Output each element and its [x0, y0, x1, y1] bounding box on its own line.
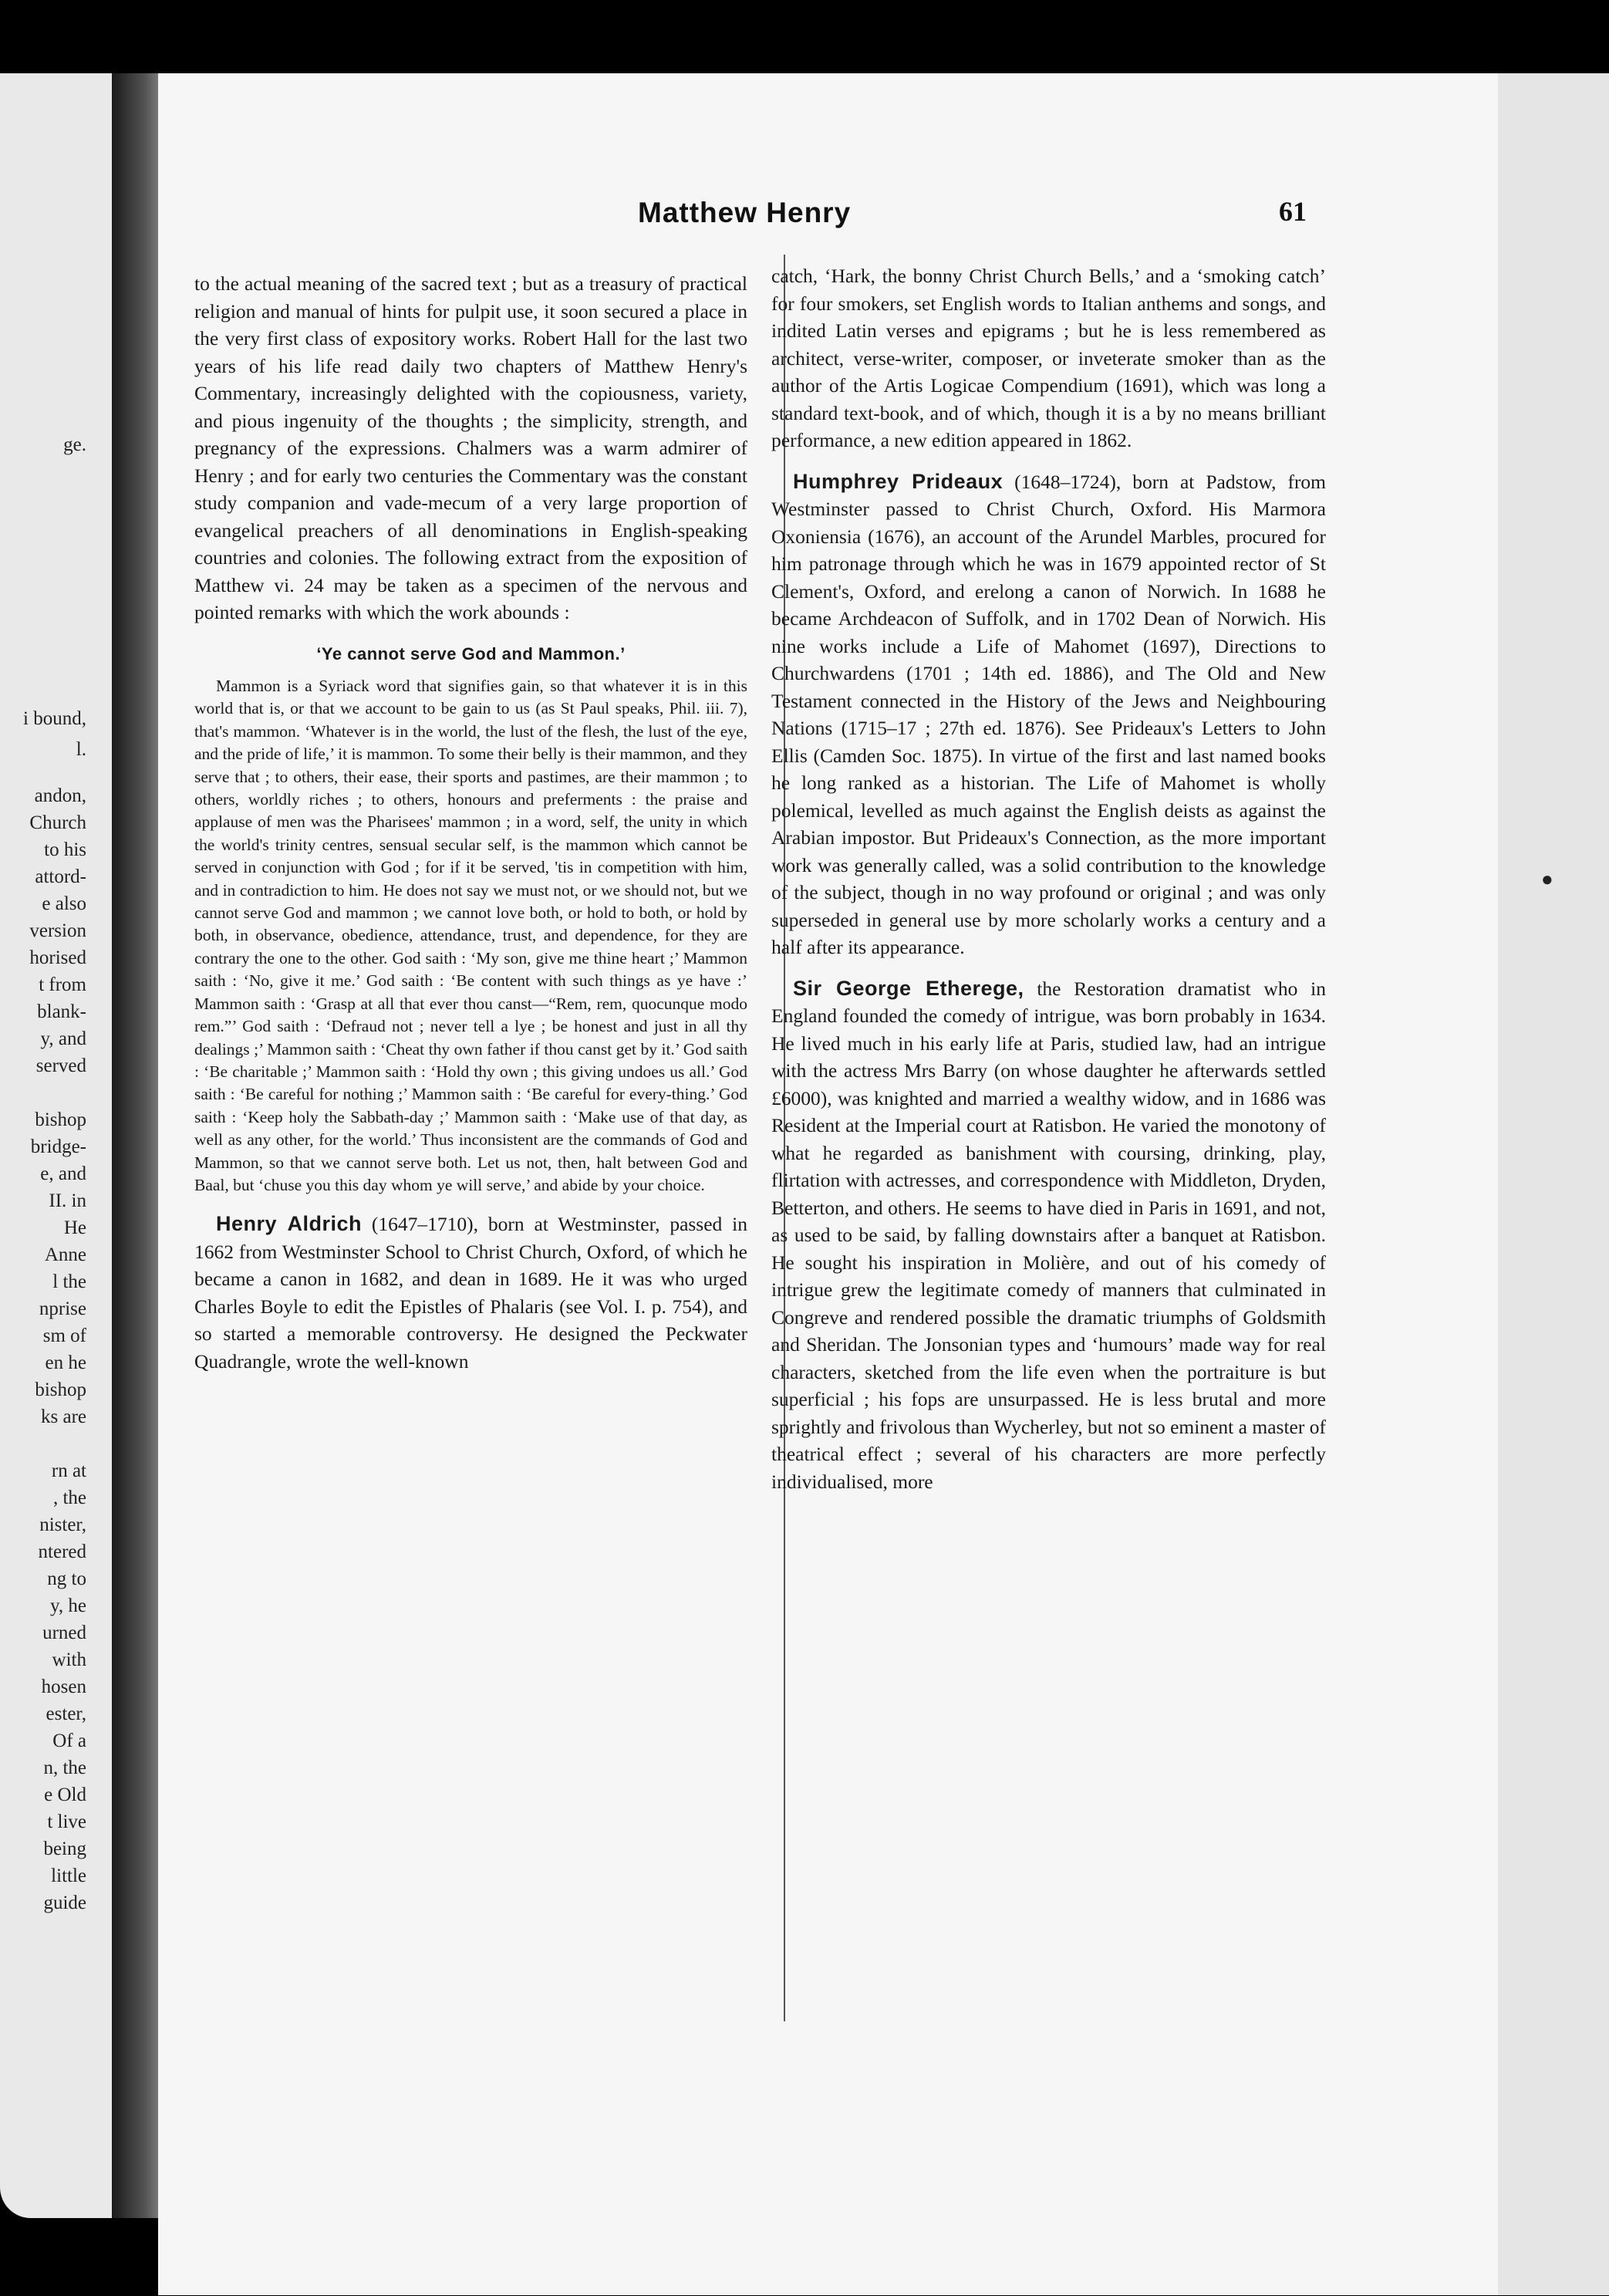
- aldrich-entry: [194, 1210, 747, 1375]
- facing-page-fragment-line: , the: [52, 1487, 86, 1508]
- facing-page-fragment-line: i bound,: [23, 708, 86, 729]
- aldrich-continuation: catch, ‘Hark, the bonny Christ Church Bells,’ and a ‘smoking catch’ for four smokers, set English words to Italian anthems and songs, and indited Latin verses and epigrams ; but he is less remembered as architect, verse-writer, composer, or inveterate smoker than as the author of the Artis Logicae Compendium (1691), which was long a standard text-book, and of which, though it is a by no means brilliant performance, a new edition appeared in 1862.: [771, 265, 1326, 451]
- running-head: Matthew Henry: [638, 197, 852, 228]
- facing-page-fragment-line: bishop: [35, 1109, 86, 1130]
- facing-page-fragment-line: II. in: [49, 1190, 86, 1211]
- page-edge: [1498, 73, 1609, 2295]
- edge-speck: ●: [1541, 868, 1553, 890]
- facing-page-fragment-line: nister,: [39, 1514, 86, 1535]
- facing-page-fragment-line: served: [35, 1055, 86, 1076]
- facing-page-fragment-line: little: [51, 1866, 86, 1886]
- facing-page-fragment: [0, 73, 116, 2218]
- etherege-heading: Sir George Etherege,: [793, 976, 1024, 1000]
- facing-page-fragment-line: attord-: [35, 866, 86, 887]
- aldrich-text: (1647–1710), born at Westminster, passed in 1662 from Westminster School to Christ Church, Oxford, of which he became a canon in 1682, and dean in 1689. He it was who urged Charles Boyle to edit the Epistles of Phalaris (see Vol. I. p. 754), and so started a memorable controversy. He designed the Peckwater Quadrangle, wrote the well-known: [194, 1213, 747, 1373]
- facing-page-fragment-line: Church: [29, 812, 86, 833]
- facing-page-fragment-line: t from: [39, 974, 86, 995]
- facing-page-fragment-line: y, and: [40, 1028, 86, 1049]
- facing-page-fragment-line: bridge-: [30, 1136, 86, 1157]
- facing-page-fragment-line: e, and: [40, 1163, 86, 1184]
- aldrich-heading: Henry Aldrich: [216, 1212, 363, 1236]
- facing-page-fragment-line: to his: [44, 839, 86, 860]
- prideaux-heading: Humphrey Prideaux: [793, 469, 1004, 493]
- facing-page-fragment-line: ks are: [41, 1406, 86, 1427]
- facing-page-fragment-line: hosen: [41, 1676, 86, 1697]
- facing-page-fragment-line: urned: [42, 1622, 86, 1643]
- etherege-text: the Restoration dramatist who in England founded the comedy of intrigue, was born probably in 1634. He lived much in his early life at Paris, studied law, had an intrigue with the actress Mrs Barry (on whose daughter he afterwards settled £6000), was knighted and married a wealthy widow, and in 1686 was Resident at the Imperial court at Ratisbon. He varied the monotony of what he regarded as banishment with coursing, drinking, play, flirtation with actresses, and correspondence with Middleton, Dryden, Betterton, and others. He seems to have died in Paris in 1691, and not, as used to be said, by falling downstairs after a banquet at Ratisbon. He sought his inspiration in Molière, and out of his comedy of intrigue grew the legitimate comedy of manners that culminated in Congreve and rendered possible the dramatic triumphs of Goldsmith and Sheridan. The Jonsonian types and ‘humours’ made way for real characters, sketched from the life even when the portraiture is but superficial ; his fops are unsurpassed. He is less brutal and more sprightly and frivolous than Wycherley, but not so eminent a master of theatrical effect ; several of his characters are more perfectly individualised, more: [771, 977, 1326, 1493]
- facing-page-fragment-line: e Old: [44, 1784, 86, 1805]
- facing-page-fragment-line: t live: [47, 1811, 86, 1832]
- facing-page-fragment-line: nprise: [39, 1298, 86, 1319]
- facing-page-fragment-line: y, he: [50, 1595, 86, 1616]
- facing-page-fragment-line: andon,: [34, 785, 86, 806]
- extract-title: ‘Ye cannot serve God and Mammon.’: [316, 643, 626, 663]
- facing-page-fragment-line: l the: [52, 1271, 86, 1292]
- facing-page-fragment-line: being: [43, 1838, 86, 1859]
- prideaux-text: (1648–1724), born at Padstow, from Westminster passed to Christ Church, Oxford. His Marmora Oxoniensia (1676), an account of the Arundel Marbles, procured for him patronage through which he was in 1679 appointed rector of St Clement's, Oxford, and erelong a canon of Norwich. In 1688 he became Archdeacon of Suffolk, and in 1702 Dean of Norwich. His nine works include a Life of Mahomet (1697), Directions to Churchwardens (1701 ; 14th ed. 1886), and The Old and New Testament connected in the History of the Jews and Neighbouring Nations (1715–17 ; 27th ed. 1876). See Prideaux's Letters to John Ellis (Camden Soc. 1875). In virtue of the first and last named books he long ranked as a historian. The Life of Mahomet is wholly polemical, levelled as much against the English deists as against the Arabian impostor. But Prideaux's Connection, as the more important work was generally called, was a solid contribution to the knowledge of the subject, though in no way profound or original ; and was only superseded in general use by more scholarly works a century and a half after its appearance.: [771, 470, 1327, 958]
- right-column: [771, 262, 1326, 1495]
- facing-page-fragment-line: ntered: [38, 1541, 86, 1562]
- facing-page-fragment-line: n, the: [43, 1757, 86, 1778]
- commentary-paragraph: to the actual meaning of the sacred text ; but as a treasury of practical religion and manual of hints for pulpit use, it soon secured a place in the very first class of expository works. Robert Hall for the last two years of his life read daily two chapters of Matthew Henry's Commentary, increasingly delighted with the copiousness, variety, and pious ingenuity of the thoughts ; the simplicity, strength, and pregnancy of the expressions. Chalmers was a warm admirer of Henry ; and for early two centuries the Commentary was the constant study companion and vade-mecum of a very large proportion of evangelical preachers of all denominations in English-speaking countries and colonies. The following extract from the exposition of Matthew vi. 24 may be taken as a specimen of the nervous and pointed remarks with which the work abounds :: [194, 272, 747, 623]
- facing-page-fragment-line: blank-: [37, 1001, 86, 1022]
- facing-page-fragment-line: with: [52, 1649, 86, 1670]
- page-number: 61: [1279, 196, 1307, 227]
- extract-text: Mammon is a Syriack word that signifies gain, so that whatever it is in this world that is, or that we account to be gain to us (as St Paul speaks, Phil. iii. 7), that's mammon. ‘Whatever is in the world, the lust of the flesh, the lust of the eye, and the pride of life,’ it is mammon. To some their belly is their mammon, and they serve that ; to others, their ease, their sports and pastimes, are their mammon ; to others, worldly riches ; to others, honours and preferments : the praise and applause of men was the Pharisees' mammon ; in a word, self, the unity in which the world's trinity centres, sensual secular self, is the mammon which cannot be served in conjunction with God ; for if it be served, 'tis in competition with him, and in contradiction to him. He does not say we must not, or we should not, but we cannot serve God and mammon ; we cannot love both, or hold to both, or hold by both, in observance, obedience, attendance, trust, and dependence, for they are contrary the one to the other. God saith : ‘My son, give me thine heart ;’ Mammon saith : ‘No, give it me.’ God saith : ‘Be content with such things as ye have :’ Mammon saith : ‘Grasp at all that ever thou canst—“Rem, rem, quocunque modo rem.”’ God saith : ‘Defraud not ; never tell a lye ; be honest and just in all thy dealings ;’ Mammon saith : ‘Cheat thy own father if thou canst get by it.’ God saith : ‘Be charitable ;’ Mammon saith : ‘Hold thy own ; this giving undoes us all.’ God saith : ‘Be careful for nothing ;’ Mammon saith : ‘Be careful for every-thing.’ God saith : ‘Keep holy the Sabbath-day ;’ Mammon saith : ‘Make use of that day, as well as any other, for the world.’ Thus inconsistent are the commands of God and Mammon, so that we cannot serve both. Let us not, then, halt between God and Baal, but ‘chuse you this day whom ye will serve,’ and abide by your choice.: [194, 677, 747, 1194]
- facing-page-fragment-line: He: [63, 1217, 86, 1238]
- facing-page-fragment-line: ester,: [46, 1703, 86, 1724]
- facing-page-fragment-line: Of a: [52, 1730, 86, 1751]
- facing-page-fragment-line: ng to: [47, 1568, 86, 1589]
- facing-page-fragment-line: sm of: [42, 1325, 86, 1346]
- facing-page-fragment-line: e also: [42, 893, 86, 914]
- facing-page-fragment-line: guide: [43, 1893, 86, 1913]
- facing-page-fragment-line: rn at: [51, 1460, 86, 1481]
- facing-page-fragment-line: version: [29, 920, 86, 941]
- prideaux-entry: [771, 468, 1326, 961]
- facing-page-fragment-line: bishop: [35, 1379, 86, 1400]
- facing-page-fragment-line: ge.: [63, 434, 86, 455]
- facing-page-fragment-line: l.: [76, 739, 86, 760]
- facing-page-fragment-line: en he: [45, 1352, 86, 1373]
- left-column: [194, 270, 747, 1375]
- etherege-entry: [771, 975, 1326, 1496]
- facing-page-fragment-line: horised: [29, 947, 86, 968]
- facing-page-fragment-line: Anne: [44, 1244, 86, 1265]
